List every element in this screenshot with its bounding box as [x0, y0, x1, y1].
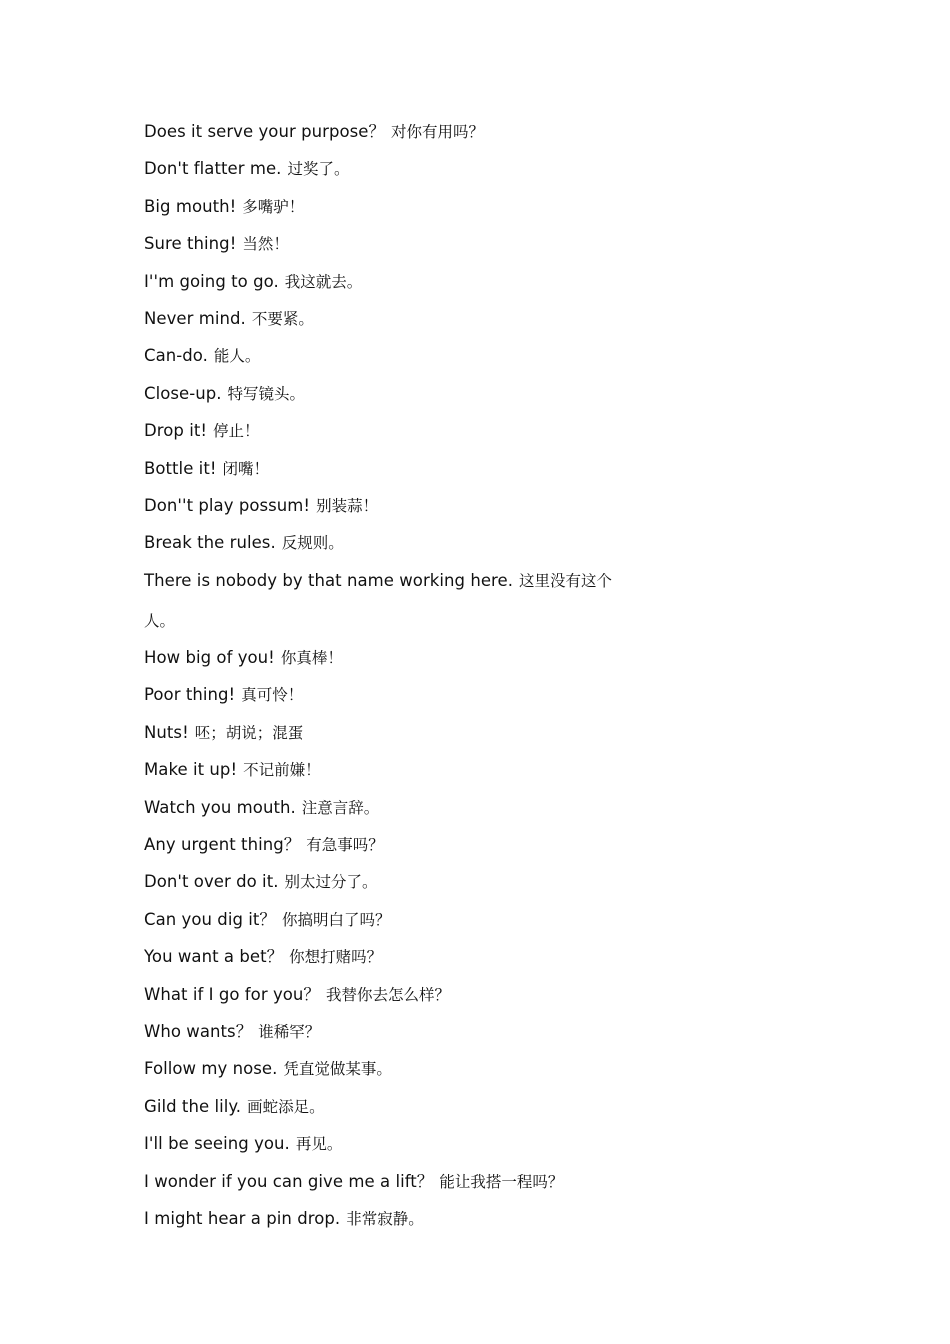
phrase-english: Sure thing!: [144, 234, 237, 254]
list-item: [144, 943, 664, 980]
list-item: [144, 981, 664, 1018]
phrase-english: You want a bet？: [144, 947, 284, 967]
list-item: [144, 719, 664, 756]
phrase-english: Big mouth!: [144, 196, 237, 216]
phrase-chinese: 特写镜头。: [227, 384, 306, 403]
phrase-chinese: 反规则。: [281, 534, 344, 553]
phrase-chinese: 我这就去。: [284, 272, 363, 291]
list-item: [144, 794, 664, 831]
phrase-english: There is nobody by that name working here.: [144, 570, 514, 590]
phrase-english: Don't over do it.: [144, 872, 279, 892]
list-item: [144, 644, 664, 681]
phrase-english: Make it up!: [144, 760, 238, 780]
phrase-english: Can you dig it？: [144, 909, 276, 929]
phrase-english: Don't flatter me.: [144, 159, 282, 179]
list-item: [144, 1093, 664, 1130]
list-item: [144, 831, 664, 868]
phrase-english: I''m going to go.: [144, 271, 279, 291]
list-item: [144, 417, 664, 454]
phrase-chinese: 多嘴驴！: [242, 197, 305, 216]
phrase-english: Nuts!: [144, 722, 189, 742]
list-item: [144, 342, 664, 379]
phrase-chinese: 再见。: [295, 1135, 343, 1154]
list-item: [144, 529, 664, 566]
phrase-chinese: 停止！: [213, 422, 260, 441]
phrase-english: Never mind.: [144, 308, 246, 328]
phrase-chinese: 你真棒！: [280, 649, 343, 668]
phrase-chinese: 呸；胡说；混蛋: [194, 723, 304, 742]
phrase-english: I might hear a pin drop.: [144, 1208, 341, 1228]
phrase-chinese: 你搞明白了吗？: [281, 910, 391, 929]
phrase-english: Gild the lily.: [144, 1096, 242, 1116]
list-item: [144, 1018, 664, 1055]
phrase-chinese: 谁稀罕？: [258, 1022, 321, 1041]
list-item: [144, 1130, 664, 1167]
phrase-english: Any urgent thing？: [144, 835, 301, 855]
phrase-english: Don''t play possum!: [144, 495, 311, 515]
list-item: [144, 268, 664, 305]
phrase-english: I'll be seeing you.: [144, 1134, 290, 1154]
list-item: [144, 1168, 664, 1205]
phrase-english: Close-up.: [144, 383, 222, 403]
phrase-english: Bottle it!: [144, 458, 217, 478]
list-item: [144, 567, 664, 607]
phrase-chinese: 能让我搭一程吗？: [439, 1172, 564, 1191]
phrase-chinese: 不要紧。: [251, 309, 314, 328]
phrase-chinese: 对你有用吗？: [391, 123, 485, 141]
phrase-english: Break the rules.: [144, 533, 276, 553]
phrase-chinese: 能人。: [213, 347, 261, 366]
phrase-chinese: 画蛇添足。: [247, 1097, 325, 1116]
phrase-list: [144, 118, 664, 1242]
list-item: [144, 492, 664, 529]
list-item: [144, 756, 664, 793]
list-item: [144, 380, 664, 417]
phrase-chinese: 凭直觉做某事。: [283, 1060, 392, 1079]
phrase-chinese: 人。: [144, 611, 176, 630]
phrase-chinese: 注意言辞。: [301, 798, 380, 817]
phrase-english: Watch you mouth.: [144, 797, 296, 817]
phrase-english: Does it serve your purpose？: [144, 122, 386, 141]
list-item: [144, 681, 664, 718]
phrase-english: Drop it!: [144, 421, 208, 441]
phrase-english: I wonder if you can give me a lift？: [144, 1171, 434, 1191]
phrase-english: How big of you!: [144, 648, 275, 668]
phrase-chinese: 当然！: [242, 235, 289, 254]
phrase-chinese: 过奖了。: [287, 160, 350, 179]
phrase-english: Who wants？: [144, 1021, 253, 1041]
phrase-chinese: 闭嘴！: [222, 459, 270, 478]
list-item: [144, 305, 664, 342]
list-item: [144, 118, 664, 155]
phrase-chinese: 我替你去怎么样？: [325, 985, 450, 1004]
phrase-english: Poor thing!: [144, 685, 236, 705]
list-item: [144, 1055, 664, 1092]
phrase-chinese: 这里没有这个: [519, 571, 613, 590]
list-item: [144, 155, 664, 192]
phrase-chinese: 不记前嫌！: [243, 761, 321, 780]
list-item: [144, 455, 664, 492]
phrase-chinese: 非常寂静。: [346, 1209, 424, 1228]
phrase-english: Follow my nose.: [144, 1059, 278, 1079]
phrase-chinese: 真可怜！: [241, 686, 304, 705]
phrase-chinese: 有急事吗？: [306, 836, 384, 855]
list-item: [144, 868, 664, 905]
list-item-continuation: [144, 607, 664, 644]
phrase-chinese: 你想打赌吗？: [289, 948, 383, 967]
list-item: [144, 1205, 664, 1242]
phrase-english: Can-do.: [144, 346, 208, 366]
phrase-english: What if I go for you？: [144, 984, 320, 1004]
phrase-chinese: 别太过分了。: [284, 873, 378, 892]
phrase-chinese: 别装蒜！: [316, 496, 379, 515]
list-item: [144, 193, 664, 230]
list-item: [144, 230, 664, 267]
list-item: [144, 906, 664, 943]
